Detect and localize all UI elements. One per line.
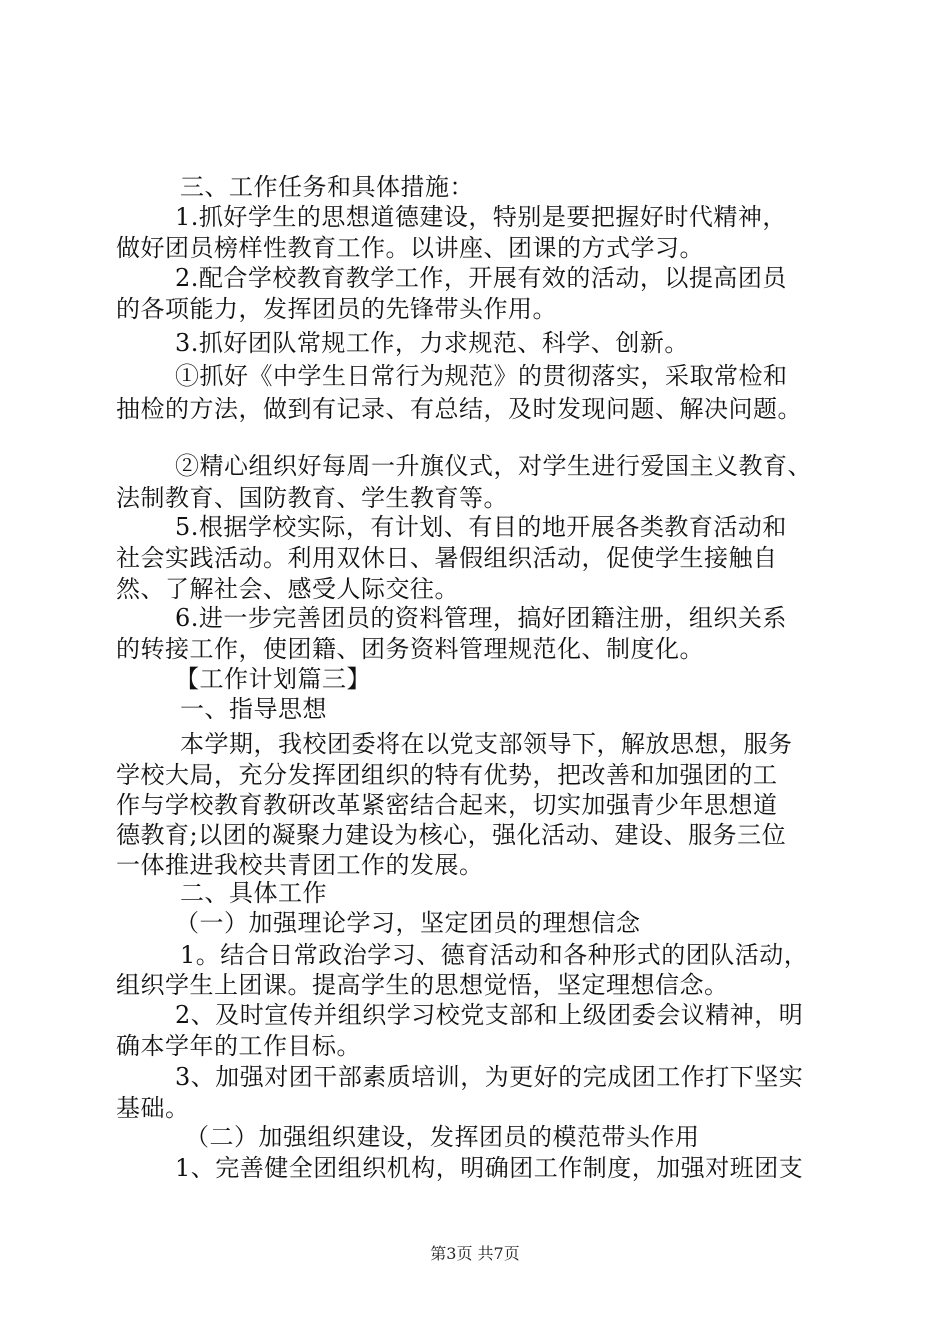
paragraph-line: 组织学生上团课。提高学生的思想觉悟，坚定理想信念。 <box>116 971 729 999</box>
section-heading-plan-3: 【工作计划篇三】 <box>175 665 371 693</box>
paragraph-line: 2、及时宣传并组织学习校党支部和上级团委会议精神，明 <box>175 1001 804 1029</box>
paragraph-line: 做好团员榜样性教育工作。以讲座、团课的方式学习。 <box>116 234 704 262</box>
paragraph-line: 6.进一步完善团员的资料管理，搞好团籍注册，组织关系 <box>175 604 787 632</box>
paragraph-line: 作与学校教育教研改革紧密结合起来，切实加强青少年思想道 <box>116 791 778 819</box>
paragraph-line: 3.抓好团队常规工作，力求规范、科学、创新。 <box>175 329 689 357</box>
paragraph-line: 然、了解社会、感受人际交往。 <box>116 575 459 603</box>
paragraph-line: 法制教育、国防教育、学生教育等。 <box>116 484 508 512</box>
paragraph-line: 社会实践活动。利用双休日、暑假组织活动，促使学生接触自 <box>116 544 778 572</box>
paragraph-line: 的转接工作，使团籍、团务资料管理规范化、制度化。 <box>116 635 704 663</box>
paragraph-line: 基础。 <box>116 1094 190 1122</box>
paragraph-line: 3、加强对团干部素质培训，为更好的完成团工作打下坚实 <box>175 1063 804 1091</box>
section-heading-specific-work: 二、具体工作 <box>180 879 327 907</box>
paragraph-line: 1、完善健全团组织机构，明确团工作制度，加强对班团支 <box>175 1154 804 1182</box>
paragraph-line: 5.根据学校实际，有计划、有目的地开展各类教育活动和 <box>175 513 787 541</box>
paragraph-line: 学校大局，充分发挥团组织的特有优势，把改善和加强团的工 <box>116 761 778 789</box>
paragraph-line: ①抓好《中学生日常行为规范》的贯彻落实，采取常检和 <box>175 362 788 390</box>
paragraph-line: 1.抓好学生的思想道德建设，特别是要把握好时代精神， <box>175 203 787 231</box>
section-heading-tasks: 三、工作任务和具体措施： <box>180 173 474 201</box>
subsection-heading: （二）加强组织建设，发挥团员的模范带头作用 <box>185 1123 700 1151</box>
paragraph-line: 一体推进我校共青团工作的发展。 <box>116 851 484 879</box>
paragraph-line: 2.配合学校教育教学工作，开展有效的活动，以提高团员 <box>175 264 787 292</box>
subsection-heading: （一）加强理论学习，坚定团员的理想信念 <box>175 909 641 937</box>
paragraph-line: 本学期，我校团委将在以党支部领导下，解放思想，服务 <box>180 730 793 758</box>
paragraph-line: 确本学年的工作目标。 <box>116 1032 361 1060</box>
section-heading-guiding-thought: 一、指导思想 <box>180 695 327 723</box>
page-number-footer: 第3页 共7页 <box>430 1244 520 1263</box>
paragraph-line: ②精心组织好每周一升旗仪式，对学生进行爱国主义教育、 <box>175 452 812 480</box>
paragraph-line: 德教育;以团的凝聚力建设为核心，强化活动、建设、服务三位 <box>116 821 787 849</box>
paragraph-line: 的各项能力，发挥团员的先锋带头作用。 <box>116 295 557 323</box>
paragraph-line: 抽检的方法，做到有记录、有总结，及时发现问题、解决问题。 <box>116 395 802 423</box>
paragraph-line: 1。结合日常政治学习、德育活动和各种形式的团队活动， <box>180 941 809 969</box>
